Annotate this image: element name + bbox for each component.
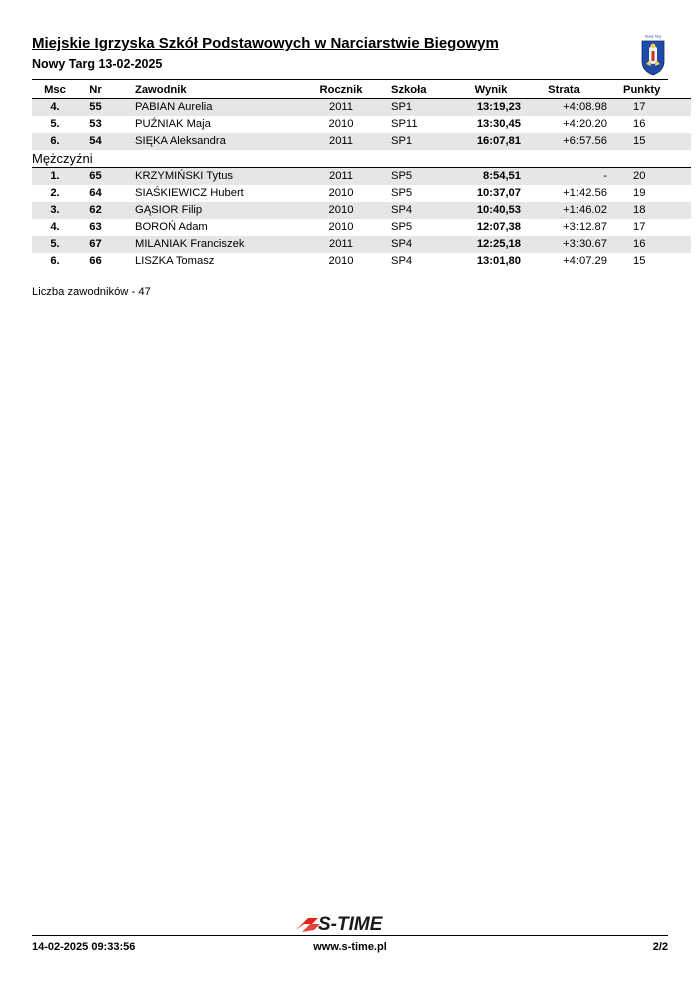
page-number: 2/2 (652, 941, 668, 953)
cell-name: SIAŚKIEWICZ Hubert (135, 187, 244, 199)
cell-nr: 62 (78, 202, 113, 219)
cell-points: 17 (607, 99, 691, 117)
cell-msc: 6. (32, 133, 78, 150)
cell-msc: 4. (50, 221, 60, 233)
crest-caption: Nowy Targ (645, 34, 661, 39)
cell-year: 2010 (328, 255, 354, 267)
cell-points: 18 (607, 202, 691, 219)
group-header-row (32, 150, 691, 168)
cell-school: SP4 (391, 255, 413, 267)
table-row (32, 116, 691, 133)
cell-year: 2011 (309, 133, 373, 150)
print-timestamp: 14-02-2025 09:33:56 (32, 941, 136, 953)
cell-time: 12:07,38 (476, 221, 521, 233)
cell-msc: 3. (32, 202, 78, 219)
cell-school: SP4 (373, 236, 461, 253)
website-link[interactable]: www.s-time.pl (313, 941, 387, 953)
cell-name: BOROŃ Adam (135, 221, 208, 233)
table-header-row (32, 82, 691, 99)
town-crest-icon (640, 33, 666, 77)
cell-year: 2011 (309, 99, 373, 117)
cell-time: 13:30,45 (476, 118, 521, 130)
cell-year: 2011 (309, 168, 373, 186)
cell-time: 13:01,80 (476, 255, 521, 267)
cell-year: 2010 (328, 187, 354, 199)
table-row (32, 202, 691, 219)
s-time-logo (294, 910, 410, 936)
cell-gap: +1:46.02 (521, 202, 607, 219)
cell-school: SP5 (391, 187, 413, 199)
cell-school: SP1 (373, 99, 461, 117)
results-table (32, 82, 691, 270)
cell-time: 8:54,51 (461, 168, 521, 186)
cell-name: PUŹNIAK Maja (135, 118, 211, 130)
table-row (32, 185, 691, 202)
cell-nr: 54 (78, 133, 113, 150)
cell-gap: - (521, 168, 607, 186)
cell-nr: 67 (78, 236, 113, 253)
table-row (32, 99, 691, 117)
table-row (32, 168, 691, 186)
footer-rule (32, 935, 668, 936)
cell-year: 2010 (328, 118, 354, 130)
cell-time: 10:37,07 (476, 187, 521, 199)
col-time: Wynik (474, 84, 508, 96)
document-subtitle: Nowy Targ 13-02-2025 (32, 57, 163, 71)
table-row (32, 133, 691, 150)
cell-gap: +3:30.67 (521, 236, 607, 253)
cell-name: PABIAN Aurelia (113, 99, 309, 117)
cell-points: 17 (633, 221, 646, 233)
table-row (32, 253, 691, 270)
document-title: Miejskie Igrzyska Szkół Podstawowych w Narciarstwie Biegowym (32, 35, 499, 52)
cell-msc: 5. (50, 118, 60, 130)
cell-name: KRZYMIŃSKI Tytus (113, 168, 309, 186)
header-rule (32, 79, 668, 80)
group-label: Mężczyźni (32, 150, 691, 168)
cell-points: 19 (633, 187, 646, 199)
cell-school: SP11 (391, 118, 418, 130)
cell-points: 15 (633, 255, 646, 267)
cell-msc: 5. (32, 236, 78, 253)
cell-year: 2010 (328, 221, 354, 233)
cell-points: 16 (607, 236, 691, 253)
cell-gap: +1:42.56 (563, 187, 607, 199)
cell-nr: 55 (78, 99, 113, 117)
cell-msc: 2. (50, 187, 60, 199)
results-body (32, 99, 691, 271)
cell-msc: 4. (32, 99, 78, 117)
col-nr: Nr (89, 84, 102, 96)
cell-nr: 65 (78, 168, 113, 186)
col-name: Zawodnik (135, 84, 187, 96)
col-points: Punkty (623, 84, 661, 96)
cell-msc: 6. (50, 255, 60, 267)
cell-nr: 53 (89, 118, 102, 130)
cell-year: 2010 (309, 202, 373, 219)
cell-points: 20 (607, 168, 691, 186)
cell-name: MILANIAK Franciszek (113, 236, 309, 253)
cell-name: LISZKA Tomasz (135, 255, 215, 267)
cell-school: SP5 (391, 221, 413, 233)
cell-school: SP5 (373, 168, 461, 186)
cell-year: 2011 (309, 236, 373, 253)
col-msc: Msc (44, 84, 66, 96)
table-row (32, 219, 691, 236)
col-gap: Strata (548, 84, 580, 96)
cell-time: 12:25,18 (461, 236, 521, 253)
cell-gap: +4:07.29 (563, 255, 607, 267)
cell-time: 16:07,81 (461, 133, 521, 150)
cell-nr: 63 (89, 221, 102, 233)
cell-nr: 66 (89, 255, 102, 267)
cell-school: SP4 (373, 202, 461, 219)
cell-gap: +6:57.56 (521, 133, 607, 150)
cell-msc: 1. (32, 168, 78, 186)
cell-time: 13:19,23 (461, 99, 521, 117)
cell-name: GĄSIOR Filip (113, 202, 309, 219)
competitor-count: Liczba zawodników - 47 (32, 286, 151, 298)
cell-name: SIĘKA Aleksandra (113, 133, 309, 150)
cell-time: 10:40,53 (461, 202, 521, 219)
cell-gap: +3:12.87 (563, 221, 607, 233)
cell-gap: +4:20.20 (563, 118, 607, 130)
cell-nr: 64 (89, 187, 102, 199)
cell-points: 15 (607, 133, 691, 150)
table-row (32, 236, 691, 253)
cell-points: 16 (633, 118, 646, 130)
logo-text: S-TIME (318, 914, 383, 935)
cell-gap: +4:08.98 (521, 99, 607, 117)
cell-school: SP1 (373, 133, 461, 150)
col-year: Rocznik (319, 84, 363, 96)
col-school: Szkoła (391, 84, 427, 96)
